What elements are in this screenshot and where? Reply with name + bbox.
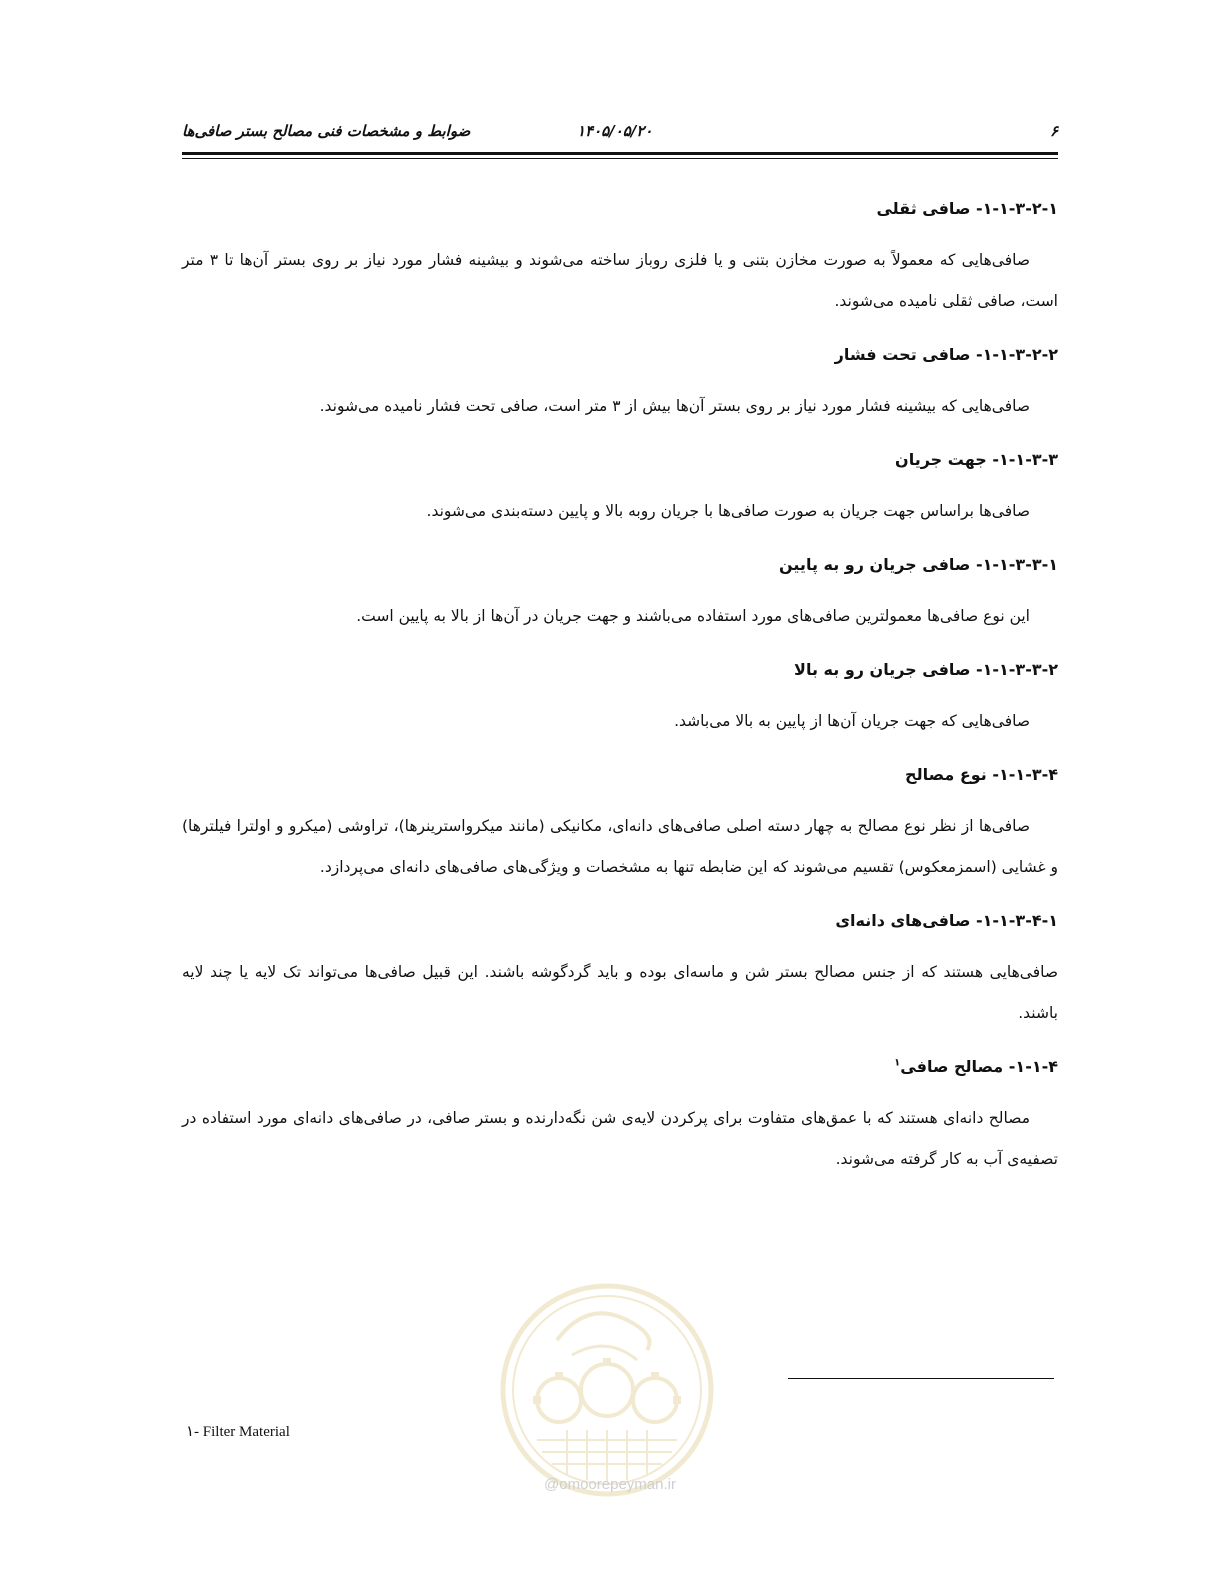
header-rule-thick bbox=[182, 152, 1058, 155]
section-paragraph: صافی‌هایی که بیشینه فشار مورد نیاز بر روی بستر آن‌ها بیش از ۳ متر است، صافی تحت فشار نامیده می‌شوند. bbox=[319, 397, 1030, 415]
page-header bbox=[182, 118, 1058, 148]
section-heading: ۱-۱-۳-۳- جهت جریان bbox=[895, 450, 1058, 469]
section-paragraph: صافی‌ها براساس جهت جریان به صورت صافی‌ها با جریان روبه بالا و پایین دسته‌بندی می‌شوند. bbox=[426, 502, 1030, 520]
section-heading: ۱-۱-۳-۴- نوع مصالح bbox=[905, 765, 1058, 784]
section-paragraph: صافی‌ها از نظر نوع مصالح به چهار دسته اصلی صافی‌های دانه‌ای، مکانیکی (مانند میکرواسترینرها)، تراوشی (میکرو و اولترا فیلترها) و غشایی (اسمزمعکوس) تقسیم می‌شوند که این ضابطه تنها به مشخصات و ویژگی‌های صافی‌های دانه‌ای می‌پردازد. bbox=[182, 817, 1058, 876]
section-paragraph: صافی‌هایی که جهت جریان آن‌ها از پایین به بالا می‌باشد. bbox=[674, 712, 1030, 730]
footnote: ۱- Filter Material bbox=[186, 1424, 290, 1440]
section-paragraph: صافی‌هایی هستند که از جنس مصالح بستر شن و ماسه‌ای بوده و باید گردگوشه باشند. این قبیل صافی‌ها می‌تواند تک لایه یا چند لایه باشند. bbox=[182, 963, 1058, 1022]
footnote-rule bbox=[788, 1378, 1054, 1379]
section-heading-with-footnote bbox=[182, 1054, 1058, 1080]
section-paragraph: صافی‌هایی که معمولاً به صورت مخازن بتنی و یا فلزی روباز ساخته می‌شوند و بیشینه فشار مورد نیاز بر روی بستر آن‌ها تا ۳ متر است، صافی ثقلی نامیده می‌شوند. bbox=[182, 251, 1058, 310]
header-rule-thin bbox=[182, 158, 1058, 159]
section-paragraph: مصالح دانه‌ای هستند که با عمق‌های متفاوت برای پرکردن لایه‌ی شن نگه‌دارنده و بستر صافی، در صافی‌های دانه‌ای مورد استفاده در تصفیه‌ی آب به کار گرفته می‌شوند. bbox=[182, 1109, 1058, 1168]
section-paragraph: این نوع صافی‌ها معمولترین صافی‌های مورد استفاده می‌باشند و جهت جریان در آن‌ها از بالا به پایین است. bbox=[356, 607, 1030, 625]
document-body bbox=[182, 196, 1058, 1200]
section-heading: ۱-۱-۳-۲-۲- صافی تحت فشار bbox=[834, 345, 1058, 364]
header-title: ضوابط و مشخصات فنی مصالح بستر صافی‌ها bbox=[182, 122, 471, 140]
watermark-website: @omoorepeyman.ir bbox=[544, 1476, 676, 1493]
section-heading: ۱-۱-۳-۴-۱- صافی‌های دانه‌ای bbox=[835, 911, 1058, 930]
section-heading: ۱-۱-۳-۲-۱- صافی ثقلی bbox=[876, 199, 1058, 218]
section-heading: ۱-۱-۳-۳-۱- صافی جریان رو به پایین bbox=[779, 555, 1058, 574]
page-number: ۶ bbox=[1049, 122, 1058, 140]
section-heading: ۱-۱-۳-۳-۲- صافی جریان رو به بالا bbox=[794, 660, 1058, 679]
header-date: ۱۴۰۵/۰۵/۲۰ bbox=[577, 122, 653, 140]
section-heading-text: ۱-۱-۴- مصالح صافی bbox=[900, 1057, 1058, 1076]
watermark-logo bbox=[497, 1280, 717, 1500]
footnote-reference: ۱ bbox=[894, 1057, 901, 1069]
